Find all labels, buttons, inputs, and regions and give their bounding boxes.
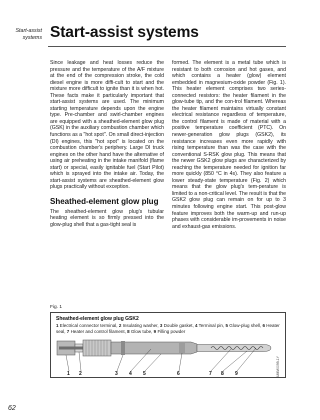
callout-number: 6 (177, 371, 180, 377)
legend-item: 4 Terminal pin, (194, 323, 225, 328)
glow-plug-illustration (51, 333, 287, 379)
legend-item: 7 Heater and control filament, (66, 328, 126, 334)
callout-number: 5 (143, 371, 146, 377)
callout-number: 9 (235, 371, 238, 377)
legend-item: 8 Glow tube, (127, 328, 153, 334)
legend-item: 9 Filling powder (153, 328, 186, 334)
callout-number: 7 (209, 371, 212, 377)
legend-item: 2 Insulating washer, (118, 323, 159, 328)
page-number: 62 (8, 405, 16, 412)
page-title: Start-assist systems (50, 24, 199, 41)
double-gasket (121, 341, 125, 355)
legend-item: 5 Glow-plug shell, (225, 323, 262, 328)
figure-label: Fig. 1 (50, 305, 62, 310)
figure-glow-plug (50, 312, 286, 378)
title-divider (48, 46, 286, 47)
paragraph-glow-plug: The sheathed-element glow plug's tubular heating element is so firmly pressed into the glow-plug shell that a gas-tight seal is (50, 208, 164, 229)
callout-number: 4 (129, 371, 132, 377)
callout-number: 3 (115, 371, 118, 377)
legend-item: 1 Electrical connector terminal, (56, 323, 118, 328)
callout-number: 8 (221, 371, 224, 377)
callout-number: 2 (79, 371, 82, 377)
figure-code: UMM0099-1Y (276, 356, 280, 377)
heater-seal (179, 343, 185, 353)
text-column-left (50, 60, 164, 229)
section-heading: Sheathed-element glow plug (50, 196, 159, 206)
paragraph-intro: Since leakage and heat losses reduce the pressure and the temperature of the A/F mixture at the end of the compression stroke, the cold diesel engine is more diffi-cult to start and the mixture more difficult to ignite than it is when hot. These facts make it particularly important that start-assist systems are used. The minimum starting temperature depends upon the engine type. Pre-chamber and swirl-chamber engines are equipped with a sheathed-element glow plug (GSK) in the auxiliary combustion chamber which functions as a "hot spot". On small direct-injection (DI) engines, this "hot spot" is located on the combustion chamber's periphery. Large DI truck engines on the other hand have the alternative of using air preheating in the intake manifold (flame start) or special, easily ignitable fuel (Start Pilot) which is sprayed into the intake air. Today, the start-assist systems are sheathed-element glow plugs practically without exception. (50, 60, 164, 191)
legend-item: 6 Heater seal, (56, 323, 280, 334)
callout-number: 1 (67, 371, 70, 377)
paragraph-continued: formed. The element is a metal tube which is resistant to both corrosion and hot gases, and which contains a heater (glow) element embedded in magnesium-oxide powder (Fig. 1). This heater element comprises two series-connected resistors: the heater filament in the glow-tube tip, and the con-trol filament. Whereas the heater filament maintains virtually constant electrical resistance regardless of temperature, the control filament is made of material with a positive temperature coefficient (PTC). On newer-generation glow plugs (GSK2), its resistance increases even more rapidly with rising temperature than was the case with the conventional S-RSK glow plug. This means that the newer GSK2 glow plugs are characterized by reaching the temperature needed for ignition far more quickly (850 °C in 4s). They also feature a lower steady-state temperature (Fig. 2) which means that the glow plug's tem-perature is limited to a non-critical level. The result is that the GSK2 glow plug can remain on for up to 3 minutes following engine start. This post-glow feature improves both the warm-up and run-up phases with considerable im-provements in noise and exhaust-gas emissions. (172, 60, 286, 230)
section-label: Start-assist systems (15, 28, 42, 41)
text-column-right (172, 60, 286, 230)
figure-title: Sheathed-element glow plug GSK2 (56, 316, 139, 322)
glow-tube (197, 345, 271, 352)
legend-item: 3 Double gasket, (159, 323, 194, 328)
